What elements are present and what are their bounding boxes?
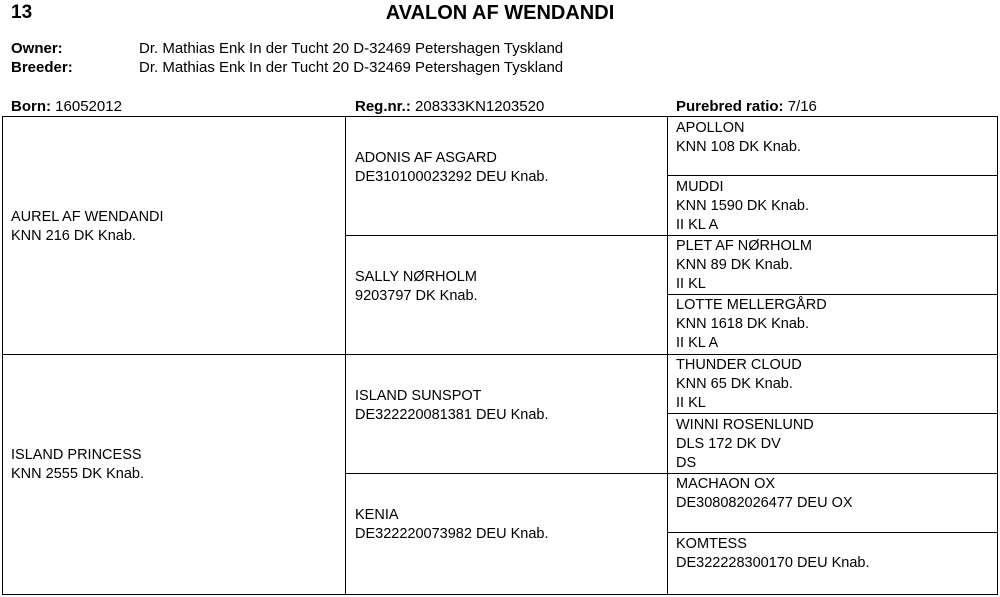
ggp-name: APOLLON	[676, 120, 745, 136]
grandparent-reg: DE322220073982 DEU Knab.	[355, 526, 549, 542]
ggp-reg: KNN 89 DK Knab.	[676, 257, 793, 273]
purebred-label: Purebred ratio:	[676, 98, 784, 115]
ggp-reg: DE322228300170 DEU Knab.	[676, 555, 870, 571]
born-label: Born:	[11, 98, 51, 115]
row-divider	[667, 294, 997, 295]
great-grandparent-cell	[676, 119, 801, 157]
ggp-class: DS	[676, 455, 697, 471]
row-divider	[345, 473, 997, 474]
row-divider	[667, 175, 997, 176]
born-field	[11, 97, 122, 116]
purebred-value: 7/16	[787, 98, 817, 115]
ggp-name: MUDDI	[676, 179, 724, 195]
grandparent-reg: 9203797 DK Knab.	[355, 288, 478, 304]
grandparent-cell	[355, 506, 548, 544]
breeder-value: Dr. Mathias Enk In der Tucht 20 D-32469 Petershagen Tyskland	[139, 59, 564, 76]
dam-reg: KNN 2555 DK Knab.	[11, 466, 144, 482]
sire-cell	[11, 208, 164, 246]
ggp-reg: DLS 172 DK DV	[676, 436, 781, 452]
grandparent-reg: DE322220081381 DEU Knab.	[355, 407, 549, 423]
regnr-label: Reg.nr.:	[355, 98, 411, 115]
great-grandparent-cell	[676, 356, 802, 413]
ggp-reg: KNN 1618 DK Knab.	[676, 316, 809, 332]
breeder-label: Breeder:	[11, 59, 73, 76]
regnr-field	[355, 97, 544, 116]
owner-value: Dr. Mathias Enk In der Tucht 20 D-32469 Petershagen Tyskland	[139, 40, 564, 57]
ggp-name: PLET AF NØRHOLM	[676, 238, 812, 254]
grandparent-cell	[355, 149, 548, 187]
row-divider	[3, 354, 997, 355]
great-grandparent-cell	[676, 535, 869, 573]
grandparent-name: KENIA	[355, 507, 399, 523]
grandparent-name: SALLY NØRHOLM	[355, 269, 477, 285]
column-divider	[667, 117, 668, 594]
great-grandparent-cell	[676, 475, 853, 513]
born-value: 16052012	[55, 98, 122, 115]
great-grandparent-cell	[676, 237, 812, 294]
dam-cell	[11, 446, 144, 484]
column-divider	[345, 117, 346, 594]
owner-label: Owner:	[11, 40, 63, 57]
grandparent-cell	[355, 268, 478, 306]
ggp-reg: KNN 1590 DK Knab.	[676, 198, 809, 214]
owner-row	[11, 39, 563, 58]
pedigree-table	[2, 116, 998, 595]
ggp-class: II KL	[676, 276, 706, 292]
row-divider	[345, 235, 997, 236]
grandparent-name: ISLAND SUNSPOT	[355, 388, 482, 404]
great-grandparent-cell	[676, 178, 809, 235]
ggp-reg: KNN 108 DK Knab.	[676, 139, 801, 155]
great-grandparent-cell	[676, 296, 827, 353]
dam-name: ISLAND PRINCESS	[11, 447, 142, 463]
breeder-row	[11, 58, 563, 77]
ggp-class: II KL A	[676, 335, 719, 351]
ggp-name: WINNI ROSENLUND	[676, 417, 814, 433]
page-title: AVALON AF WENDANDI	[385, 2, 615, 24]
catalog-number: 13	[11, 2, 33, 23]
ggp-name: KOMTESS	[676, 536, 747, 552]
purebred-field	[676, 97, 817, 116]
sire-name: AUREL AF WENDANDI	[11, 209, 164, 225]
row-divider	[667, 413, 997, 414]
grandparent-cell	[355, 387, 548, 425]
ggp-name: MACHAON OX	[676, 476, 776, 492]
great-grandparent-cell	[676, 416, 814, 473]
sire-reg: KNN 216 DK Knab.	[11, 228, 136, 244]
ggp-name: LOTTE MELLERGÅRD	[676, 297, 827, 313]
row-divider	[667, 532, 997, 533]
ggp-reg: DE308082026477 DEU OX	[676, 495, 853, 511]
grandparent-reg: DE310100023292 DEU Knab.	[355, 169, 549, 185]
ggp-reg: KNN 65 DK Knab.	[676, 376, 793, 392]
ggp-name: THUNDER CLOUD	[676, 357, 802, 373]
grandparent-name: ADONIS AF ASGARD	[355, 150, 497, 166]
regnr-value: 208333KN1203520	[415, 98, 545, 115]
ggp-class: II KL A	[676, 217, 719, 233]
ggp-class: II KL	[676, 395, 706, 411]
